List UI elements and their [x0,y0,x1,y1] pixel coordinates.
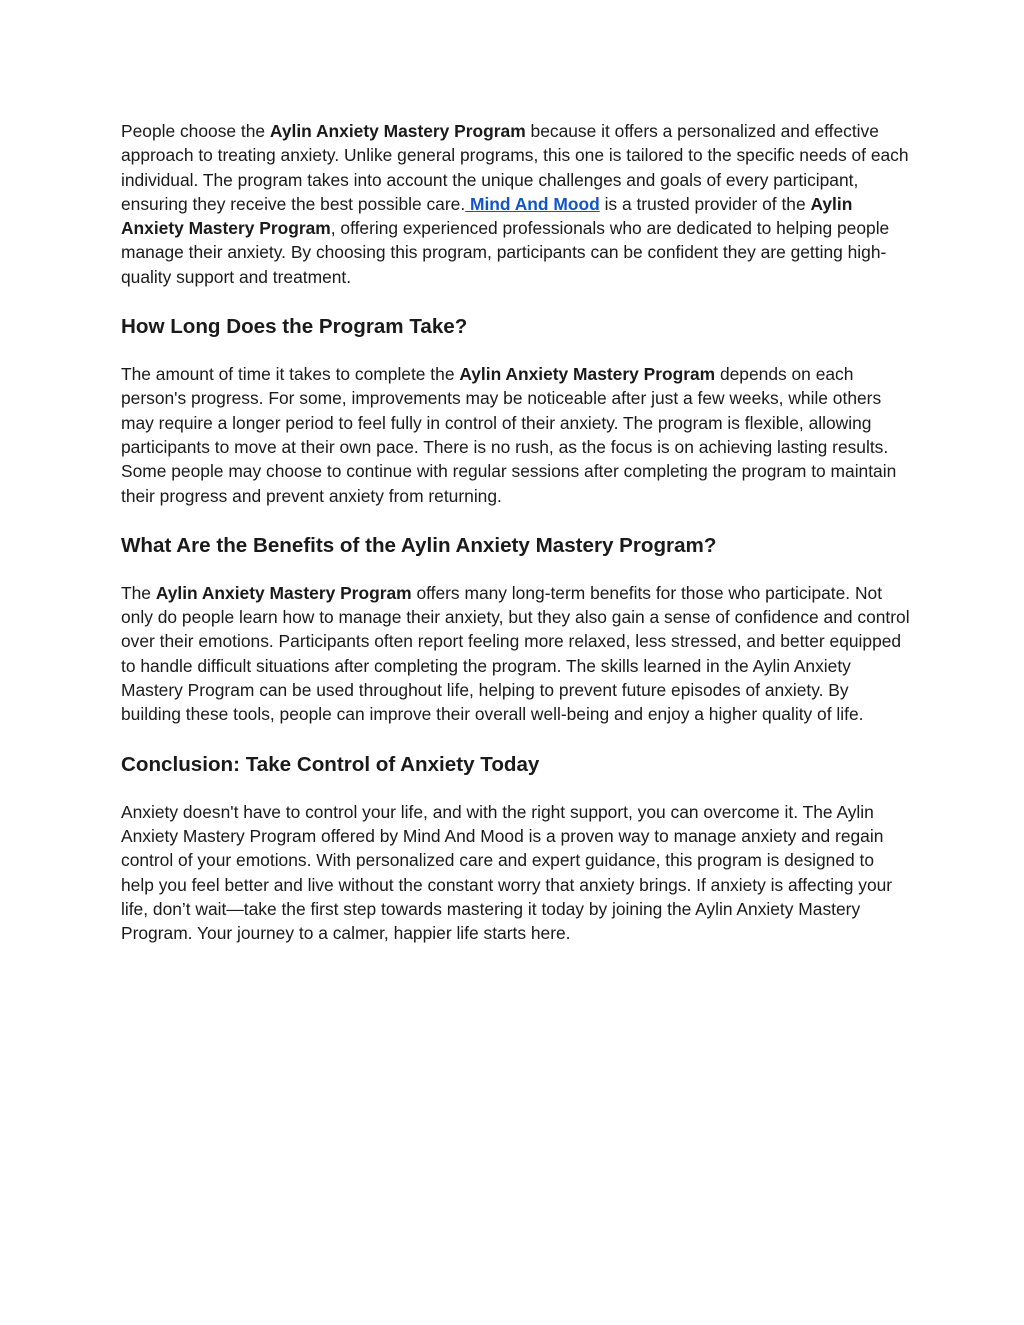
duration-paragraph [121,362,911,508]
duration-text-1: The amount of time it takes to complete the [121,364,460,385]
benefits-paragraph [121,581,911,727]
duration-program-name: Aylin Anxiety Mastery Program [459,364,716,385]
heading-program-duration: How Long Does the Program Take? [121,315,468,339]
conclusion-paragraph: Anxiety doesn't have to control your life, and with the right support, you can overcome it. The Aylin Anxiety Mastery Program offered by Mind And Mood is a proven way to manage anxiety and regain control of your emotions. With personalized care and expert guidance, this program is designed to help you feel better and live without the constant worry that anxiety brings. If anxiety is affecting your life, don’t wait—take the first step towards mastering it today by joining the Aylin Anxiety Mastery Program. Your journey to a calmer, happier life starts here. [121,801,893,944]
intro-text-3: is a trusted provider of the [599,193,811,214]
benefits-program-name: Aylin Anxiety Mastery Program [155,582,412,603]
intro-text-4: , offering experienced professionals who are dedicated to helping people manage their anxiety. By choosing this program, participants can be confident they are getting high-quality support and treatment. [121,218,890,287]
benefits-text-1: The [121,582,156,603]
intro-paragraph [121,119,911,289]
mind-and-mood-link[interactable]: Mind And Mood [465,193,600,214]
duration-text-2: depends on each person's progress. For some, improvements may be noticeable after just a few weeks, while others may require a longer period to feel fully in control of their anxiety. The program is flexible, allowing participants to move at their own pace. There is no rush, as the focus is on achieving lasting results. Some people may choose to continue with regular sessions after completing the program to maintain their progress and prevent anxiety from returning. [121,364,897,506]
intro-program-name-1: Aylin Anxiety Mastery Program [269,121,526,141]
benefits-text-2: offers many long-term benefits for those who participate. Not only do people learn how to manage their anxiety, but they also gain a sense of confidence and control over their emotions. Participants often report feeling more relaxed, less stressed, and better equipped to handle difficult situations after completing the program. The skills learned in the Aylin Anxiety Mastery Program can be used throughout life, helping to prevent future episodes of anxiety. By building these tools, people can improve their overall well-being and enjoy a higher quality of life. [121,582,910,725]
heading-conclusion: Conclusion: Take Control of Anxiety Today [121,752,540,776]
document-page [121,119,911,945]
intro-program-name-2: Aylin Anxiety Mastery Program [121,193,853,239]
intro-text-2: because it offers a personalized and effective approach to treating anxiety. Unlike general programs, this one is tailored to the specific needs of each individual. The program takes into account the unique challenges and goals of every participant, ensuring they receive the best possible care. [121,121,909,214]
heading-program-benefits: What Are the Benefits of the Aylin Anxiety Mastery Program? [121,533,717,557]
intro-text-1: People choose the [121,121,270,141]
